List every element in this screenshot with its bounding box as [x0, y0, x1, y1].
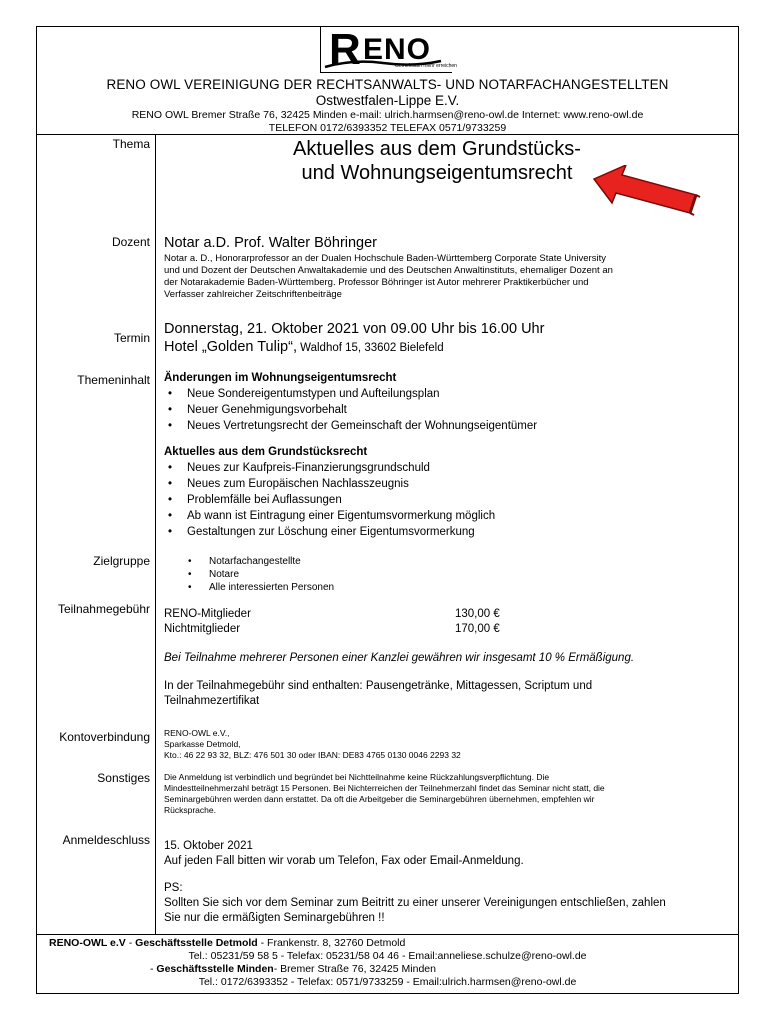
ps-label: PS: [164, 882, 183, 894]
label-anmeldeschluss: Anmeldeschluss [62, 833, 150, 847]
konto-line: Kto.: 46 22 93 32, BLZ: 476 501 30 oder IBAN: DE83 4765 0130 0046 2293 32 [164, 750, 461, 760]
list-item: • Neues Vertretungsrecht der Gemeinschaft der Wohnungseigentümer [164, 418, 734, 434]
dozent-section [164, 235, 734, 301]
label-zielgruppe: Zielgruppe [93, 554, 150, 568]
footer-office2-name: Geschäftsstelle Minden [156, 963, 274, 975]
logo-letter-r: R [329, 25, 359, 74]
sonstiges-line: Rücksprache. [164, 805, 216, 815]
section2-title: Aktuelles aus dem Grundstücksrecht [164, 446, 368, 458]
list-item: • Ab wann ist Eintragung einer Eigentumsvormerkung möglich [164, 508, 734, 524]
dozent-bio-line: der Notarakademie Baden-Württemberg. Professor Böhringer ist Autor mehrerer Praktikerbücher und [164, 277, 589, 288]
included-line2: Teilnahmezertifikat [164, 695, 260, 707]
fee-price: 170,00 € [455, 623, 500, 635]
footer [37, 934, 738, 994]
section1-title: Änderungen im Wohnungseigentumsrecht [164, 372, 397, 384]
label-dozent: Dozent [111, 235, 150, 249]
footer-office2-address: - Bremer Straße 76, 32425 Minden [273, 963, 436, 975]
org-region: Ostwestfalen-Lippe E.V. [315, 93, 460, 108]
document-page [36, 26, 739, 994]
logo-letters-eno: ENO [363, 33, 432, 66]
termin-venue [164, 338, 734, 356]
footer-separator: - [150, 963, 157, 975]
list-item: • Neues zum Europäischen Nachlasszeugnis [164, 476, 734, 492]
dozent-bio-line: und und Dozent der Deutschen Anwaltakademie und des Deutschen Anwaltinstituts, ehemaliger Dozent an [164, 265, 613, 276]
fee-name: RENO-Mitglieder [164, 608, 251, 620]
footer-office2 [150, 963, 436, 975]
list-item: • Notare [164, 568, 734, 581]
org-phone: TELEFON 0172/6393352 TELEFAX 0571/9733259 [268, 122, 507, 134]
themeninhalt-section [164, 371, 734, 540]
anmeldeschluss-date: 15. Oktober 2021 [164, 840, 253, 852]
dozent-bio [164, 253, 734, 301]
list-item: • Problemfälle bei Auflassungen [164, 492, 734, 508]
termin-address: Waldhof 15, 33602 Bielefeld [296, 342, 444, 354]
footer-separator: - [125, 937, 136, 949]
list-item: • Gestaltungen zur Löschung einer Eigentumsvormerkung [164, 524, 734, 540]
list-item: • Neuer Genehmigungsvorbehalt [164, 402, 734, 418]
dozent-name: Notar a.D. Prof. Walter Böhringer [164, 235, 378, 251]
list-item: • Neue Sondereigentumstypen und Aufteilungsplan [164, 386, 734, 402]
fee-price: 130,00 € [455, 608, 500, 620]
dozent-bio-line: Verfasser zahlreicher Zeitschriftenbeiträge [164, 289, 342, 300]
konto-line: RENO-OWL e.V., [164, 728, 230, 738]
red-arrow-icon [592, 165, 702, 219]
footer-org: RENO-OWL e.V [49, 937, 126, 949]
discount-note: Bei Teilnahme mehrerer Personen einer Kanzlei gewähren wir insgesamt 10 % Ermäßigung. [164, 652, 635, 664]
sonstiges-line: Die Anmeldung ist verbindlich und begründet bei Nichtteilnahme keine Rückzahlungsverpflichtung. Die [164, 772, 550, 782]
termin-date: Donnerstag, 21. Oktober 2021 von 09.00 Uhr bis 16.00 Uhr [164, 321, 545, 337]
org-address: RENO OWL Bremer Straße 76, 32425 Minden e-mail: ulrich.harmsen@reno-owl.de Internet: www.reno-owl.de [131, 109, 644, 121]
label-sonstiges: Sonstiges [97, 771, 150, 785]
sonstiges-section [164, 772, 734, 816]
termin-section [164, 320, 734, 356]
ps-line: Sie nur die ermäßigten Seminargebühren !! [164, 912, 385, 924]
anmeldeschluss-section [164, 839, 734, 926]
footer-office2-contact: Tel.: 0172/6393352 - Telefax: 0571/9733259 - Email:ulrich.harmsen@reno-owl.de [198, 976, 577, 988]
footer-office1 [49, 937, 405, 949]
letterhead [37, 27, 738, 135]
included-line1: In der Teilnahmegebühr sind enthalten: Pausengetränke, Mittagessen, Scriptum und [164, 680, 593, 692]
footer-office1-contact: Tel.: 05231/59 58 5 - Telefax: 05231/58 04 46 - Email:anneliese.schulze@reno-owl.de [188, 950, 587, 962]
konto-line: Sparkasse Detmold, [164, 739, 241, 749]
sonstiges-line: Seminargebühren werden dann erstattet. Da oft die Arbeitgeber die Seminargebühren übernehmen, empfehlen wir [164, 794, 595, 804]
zielgruppe-section [164, 555, 734, 594]
org-name: RENO OWL VEREINIGUNG DER RECHTSANWALTS- UND NOTARFACHANGESTELLTEN [106, 77, 669, 92]
seminar-title-line1: Aktuelles aus dem Grundstücks- [293, 138, 581, 160]
label-thema: Thema [112, 137, 150, 151]
section1-list [164, 386, 734, 434]
zielgruppe-list [164, 555, 734, 594]
footer-office1-name: Geschäftsstelle Detmold [135, 937, 258, 949]
termin-hotel: Hotel „Golden Tulip“, [164, 339, 297, 355]
logo-tagline: Gemeinsam mehr erreichen [395, 63, 457, 69]
label-termin: Termin [113, 331, 150, 345]
list-item: • Notarfachangestellte [164, 555, 734, 568]
gebuehr-section [164, 608, 734, 709]
list-item: • Neues zur Kaufpreis-Finanzierungsgrundschuld [164, 460, 734, 476]
konto-section [164, 728, 734, 761]
fee-row [164, 608, 734, 623]
anmeldeschluss-note: Auf jeden Fall bitten wir vorab um Telefon, Fax oder Email-Anmeldung. [164, 855, 524, 867]
label-teilnahmegebuehr: Teilnahmegebühr [57, 602, 150, 616]
label-column-divider [155, 135, 156, 934]
label-themeninhalt: Themeninhalt [77, 373, 150, 387]
ps-line: Sollten Sie sich vor dem Seminar zum Beitritt zu einer unserer Vereinigungen entschließen, zahlen [164, 897, 666, 909]
sonstiges-line: Mindestteilnehmerzahl beträgt 15 Personen. Bei Nichterreichen der Teilnehmerzahl findet das Seminar nicht statt, die [164, 783, 605, 793]
label-kontoverbindung: Kontoverbindung [59, 730, 150, 744]
list-item: • Alle interessierten Personen [164, 581, 734, 594]
section2-list [164, 460, 734, 540]
reno-logo [320, 25, 457, 74]
dozent-bio-line: Notar a. D., Honorarprofessor an der Dualen Hochschule Baden-Württemberg Corporate State University [164, 253, 606, 264]
seminar-title-line2: und Wohnungseigentumsrecht [301, 162, 573, 184]
footer-office1-address: - Frankenstr. 8, 32760 Detmold [257, 937, 406, 949]
fee-row [164, 623, 734, 638]
fee-name: Nichtmitglieder [164, 623, 241, 635]
